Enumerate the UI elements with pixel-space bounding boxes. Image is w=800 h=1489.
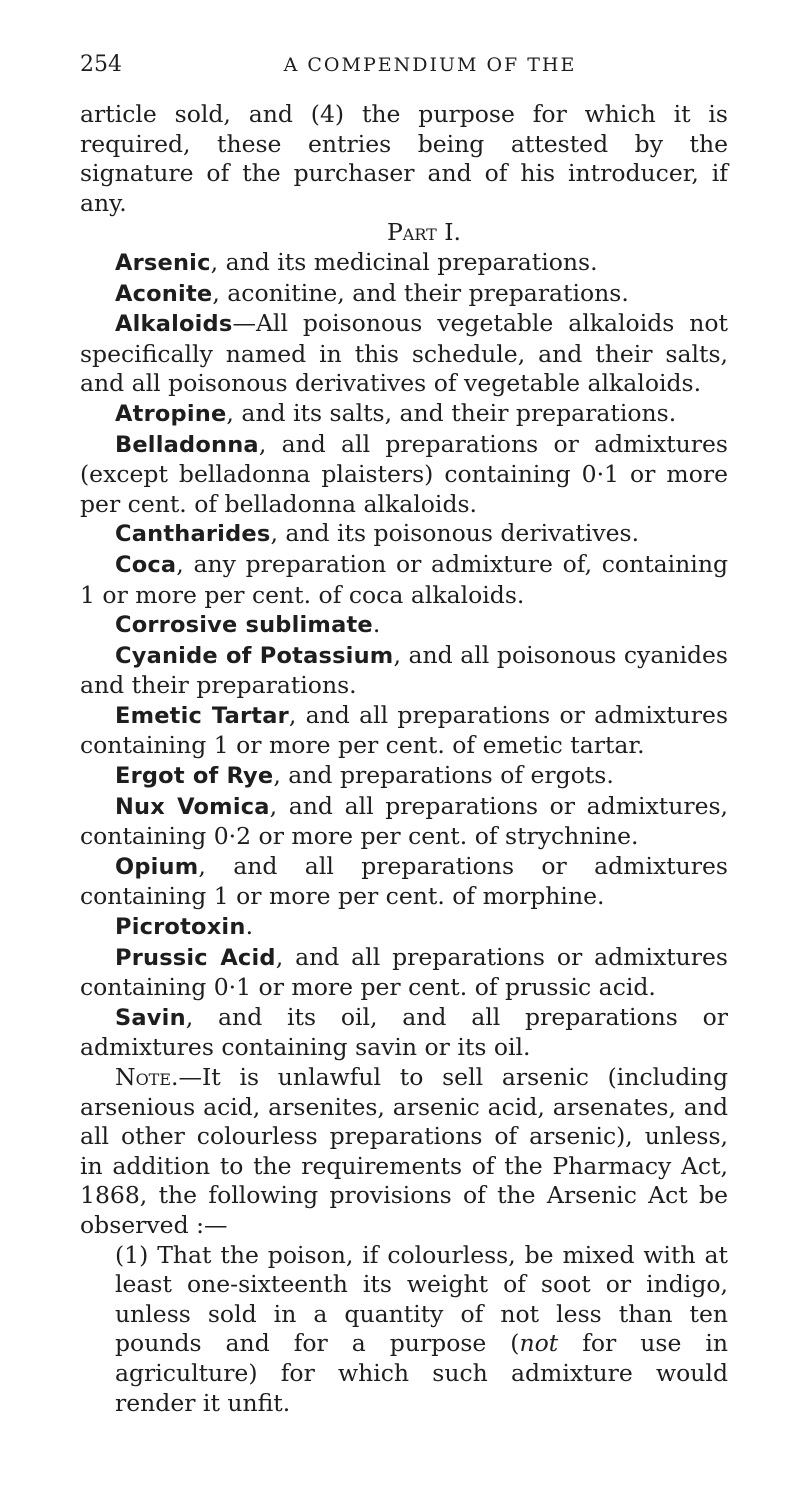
schedule-entry [80, 248, 728, 279]
provision-text-before: That the poison, if colourless, be mixed with at least one-sixteenth its weight of soot or indigo, unless sold in a quantity of not less than ten pounds and for a purpose ( [115, 1240, 728, 1358]
entry-description: , any preparation or admixture of, containing 1 or more per cent. of coca alkaloids. [80, 549, 728, 609]
poison-name: Opium [115, 853, 199, 880]
poison-name: Ergot of Rye [115, 763, 274, 790]
provision-number: (1) [115, 1240, 149, 1269]
schedule-entry [80, 519, 728, 550]
schedule-entry [80, 701, 728, 761]
schedule-entry [80, 641, 728, 701]
schedule-entry [80, 610, 728, 641]
poison-name: Arsenic [115, 249, 211, 276]
poison-name: Alkaloids [115, 311, 233, 338]
entry-description: , and its poisonous derivatives. [270, 519, 640, 548]
schedule-entry [80, 550, 728, 610]
poison-name: Savin [115, 1004, 186, 1031]
poison-name: Belladonna [115, 431, 259, 458]
entry-description: —All poisonous vegetable alkaloids not specifically named in this schedule, and their salts, and all poisonous derivatives of vegetable alkaloids. [80, 309, 728, 398]
entry-description: , and all preparations or admixtures, containing 0·2 or more per cent. of strychnine. [80, 791, 728, 851]
poison-name: Nux Vomica [115, 793, 270, 820]
provision-paragraph [80, 1241, 728, 1419]
poison-name: Cyanide of Potassium [115, 642, 394, 669]
poison-name: Prussic Acid [115, 944, 276, 971]
entry-description: , and all preparations or admixtures containing 0·1 or more per cent. of prussic acid. [80, 942, 728, 1002]
entry-description: , and its oil, and all preparations or admixtures containing savin or its oil. [80, 1002, 728, 1062]
poison-schedule-list [80, 248, 728, 1063]
entry-description: , and all preparations or admixtures (except belladonna plaisters) containing 0·1 or more per cent. of belladonna alkaloids. [80, 429, 728, 518]
schedule-entry [80, 430, 728, 520]
note-text: —It is unlawful to sell arsenic (including arsenious acid, arsenites, arsenic acid, arsenates, and all other colourless preparations of arsenic), unless, in addition to the requirements of the Pharmacy Act, 1868, the following provisions of the Arsenic Act be observed :— [80, 1063, 728, 1239]
entry-description: , and preparations of ergots. [273, 761, 614, 790]
schedule-entry [80, 852, 728, 912]
provision-emphasis: not [519, 1329, 559, 1358]
poison-name: Atropine [115, 400, 227, 427]
entry-description: . [245, 912, 254, 941]
schedule-entry [80, 943, 728, 1003]
poison-name: Cantharides [115, 521, 271, 548]
entry-description: , and all poisonous cyanides and their preparations. [80, 640, 728, 700]
poison-name: Emetic Tartar [115, 702, 289, 729]
schedule-entry [80, 309, 728, 399]
schedule-entry [80, 399, 728, 430]
entry-description: , and all preparations or admixtures containing 1 or more per cent. of morphine. [80, 851, 728, 911]
part-heading: Part I. [386, 218, 462, 247]
entry-description: , aconitine, and their preparations. [212, 278, 629, 307]
intro-paragraph: article sold, and (4) the purpose for which it is required, these entries being attested by the signature of the purchaser and of his introducer, if any. [80, 100, 728, 217]
note-paragraph [80, 1063, 728, 1241]
entry-description: , and its medicinal preparations. [210, 247, 598, 276]
entry-description: , and all preparations or admixtures containing 1 or more per cent. of emetic tartar. [80, 700, 729, 760]
schedule-entry [80, 1003, 728, 1063]
page-header [80, 52, 720, 82]
poison-name: Coca [115, 551, 177, 578]
schedule-entry [80, 792, 728, 852]
poison-name: Picrotoxin [115, 914, 246, 941]
schedule-entry [80, 912, 728, 943]
entry-description: . [372, 610, 381, 639]
note-label: Note. [115, 1063, 179, 1091]
poison-name: Corrosive sublimate [115, 612, 373, 639]
entry-description: , and its salts, and their preparations. [226, 398, 677, 427]
page-number: 254 [80, 52, 122, 77]
poison-name: Aconite [115, 280, 213, 307]
schedule-entry [80, 761, 728, 792]
schedule-entry [80, 279, 728, 310]
page-body [80, 100, 728, 1418]
running-head: A COMPENDIUM OF THE [283, 54, 577, 76]
provision-text-after: for use in agriculture) for which such admixture would render it unfit. [115, 1329, 728, 1417]
